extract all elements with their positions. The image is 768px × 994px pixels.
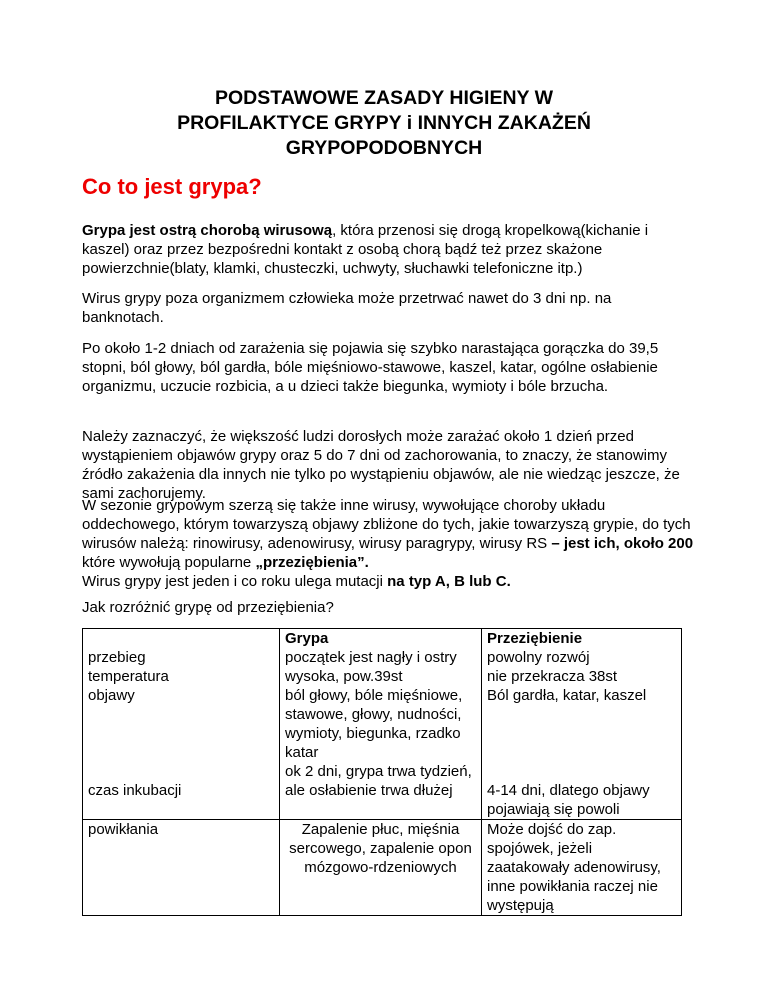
table-row — [83, 629, 682, 820]
przeziebienie-cell — [482, 629, 682, 820]
paragraph-definition — [82, 221, 694, 278]
grypa-header: Grypa — [285, 630, 329, 647]
grypa-cell — [280, 629, 482, 820]
label-powiklania-cell — [83, 820, 280, 916]
definition-text: , która przenosi się drogą kropelkową(kichanie i kaszel) oraz przez bezpośredni kontakt z osobą chorą bądź też przez skażone powierzchnie(blaty, klamki, chusteczki, uchwyty, słuchawki telefoniczne itp.) — [82, 222, 649, 277]
przeziebienie-header: Przeziębienie — [487, 630, 583, 647]
table-row — [83, 820, 682, 916]
title-line-2: PROFILAKTYCE GRYPY i INNYCH ZAKAŻEŃ — [177, 112, 591, 134]
document-title — [120, 86, 648, 161]
cold-term: „przeziębienia”. — [255, 554, 369, 571]
label-powiklania: powikłania — [88, 821, 159, 838]
przeziebienie-temperatura: nie przekracza 38st — [487, 668, 618, 685]
label-inkubacja: czas inkubacji — [88, 782, 182, 799]
grypa-inkubacja: ok 2 dni, grypa trwa tydzień, ale osłabienie trwa dłużej — [285, 763, 472, 799]
mutation-text: Wirus grypy jest jeden i co roku ulega mutacji — [82, 573, 388, 590]
grypa-powiklania: Zapalenie płuc, mięśnia sercowego, zapalenie opon mózgowo-rdzeniowych — [289, 821, 472, 876]
paragraph-other-viruses — [82, 496, 694, 591]
title-line-3: GRYPOPODOBNYCH — [285, 137, 483, 159]
label-przebieg: przebieg — [88, 649, 146, 666]
other-viruses-text: W sezonie grypowym szerzą się także inne wirusy, wywołujące choroby układu oddechowego, którym towarzyszą objawy zbliżone do tych, jakie towarzyszą grypie, do tych wirusów należą: rinowirusy, adenowirusy, wirusy paragrypy, wirusy RS — [82, 497, 691, 552]
label-temperatura: temperatura — [88, 668, 169, 685]
label-objawy: objawy — [88, 687, 135, 704]
other-viruses-text-2: które wywołują popularne — [82, 554, 256, 571]
przeziebienie-powiklania-cell — [482, 820, 682, 916]
comparison-table — [82, 628, 682, 916]
title-line-1: PODSTAWOWE ZASADY HIGIENY W — [214, 87, 554, 109]
definition-bold: Grypa jest ostrą chorobą wirusową — [82, 222, 333, 239]
mutation-types: na typ A, B lub C. — [387, 573, 511, 590]
paragraph-contagion: Należy zaznaczyć, że większość ludzi dorosłych może zarażać około 1 dzień przed wystąpieniem objawów grypy oraz 5 do 7 dni od zachorowania, to znaczy, że stanowimy źródło zakażenia dla innych nie tylko po wystąpieniu objawów, ale nie wiedząc jeszcze, że sami zachorujemy. — [82, 428, 680, 502]
przeziebienie-inkubacja: 4-14 dni, dlatego objawy pojawiają się powoli — [487, 782, 650, 818]
table-intro: Jak rozróżnić grypę od przeziębienia? — [82, 599, 334, 616]
row-labels-cell — [83, 629, 280, 820]
grypa-objawy: ból głowy, bóle mięśniowe, stawowe, głowy, nudności, wymioty, biegunka, rzadko katar — [285, 687, 463, 761]
przeziebienie-przebieg: powolny rozwój — [487, 649, 590, 666]
section-heading: Co to jest grypa? — [82, 174, 262, 199]
other-viruses-count: – jest ich, około 200 — [547, 535, 694, 552]
przeziebienie-powiklania: Może dojść do zap. spojówek, jeżeli zaatakowały adenowirusy, inne powikłania raczej nie występują — [487, 821, 661, 914]
grypa-powiklania-cell — [280, 820, 482, 916]
paragraph-survival: Wirus grypy poza organizmem człowieka może przetrwać nawet do 3 dni np. na banknotach. — [82, 290, 612, 326]
grypa-przebieg: początek jest nagły i ostry — [285, 649, 457, 666]
przeziebienie-objawy: Ból gardła, katar, kaszel — [487, 687, 647, 704]
grypa-temperatura: wysoka, pow.39st — [285, 668, 403, 685]
paragraph-symptoms: Po około 1-2 dniach od zarażenia się pojawia się szybko narastająca gorączka do 39,5 stopni, ból głowy, ból gardła, bóle mięśniowo-stawowe, kaszel, katar, ogólne osłabienie organizmu, uczucie rozbicia, a u dzieci także biegunka, wymioty i bóle brzucha. — [82, 340, 659, 395]
